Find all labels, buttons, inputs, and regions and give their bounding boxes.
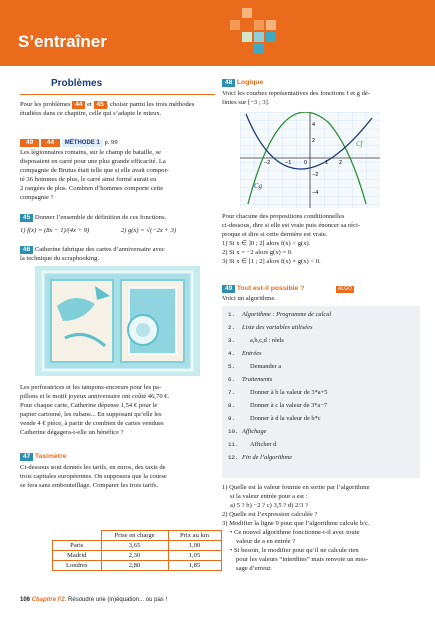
algo-line: 9. Donner à d la valeur de b*c	[228, 415, 321, 422]
table-row: Madrid 2,30 1,05	[53, 551, 222, 561]
page-header	[0, 0, 435, 66]
exercise-46-continued: Les perforatrices et les tampons-encreurs pour les pa- pillons et le motif joyeux anniversaire ont coûté 46,70 €. Pour chaque carte, Catherine dépense 1,54 € pour le papier cartonné, les rubans... En supposant qu’elle les vende 4 € pièce, à partir de combien de cartes vendues Catherine dégagera-t-elle un bénéfice ?	[20, 384, 170, 436]
x-tick: 0	[304, 160, 308, 166]
algo-line: 3. a,b,c,d : réels	[228, 337, 284, 344]
exercise-49-header: 49 Tout est-il possible ? ALGO	[222, 284, 422, 293]
curve-f-label: Cf	[356, 140, 363, 148]
x-tick: −1	[285, 160, 292, 166]
x-tick: −2	[264, 160, 271, 166]
exercise-49-questions: 1) Quelle est la valeur fournie en sortie par l’algorithme si la valeur entrée pour a est : a) 5 ? b) −2 ? c) 3,5 ? d) 2/3 ? 2) Quelle est l’expression calculée ? 3) Modifier la ligne 9 pour que l’algorithme calcule b/c. • Ce nouvel algorithme fonctionne-t-il avec toute valeur de a en entrée ? • Si besoin, le modifier pour qu’il ne calcule rien pour les valeurs “interdites” mais renvoie un mes- sage d’erreur.	[222, 484, 370, 572]
algo-line: 8. Donner à c la valeur de 3*a−7	[228, 402, 328, 409]
exercise-48-header: 48 Logique	[222, 78, 422, 87]
table-header-row: Prise en charge Prix au km	[53, 531, 222, 541]
table-row: Londres 2,80 1,85	[53, 561, 222, 571]
algorithm-box	[222, 306, 420, 478]
page-footer: 106 Chapitre F2. Résoudre une (in)équation... ou pas !	[20, 597, 168, 603]
method-link[interactable]: MÉTHODE 1	[62, 139, 103, 147]
algo-line: 2. Liste des variables utilisées	[228, 324, 313, 331]
exercise-45-functions: 1) f(x) = (8x − 1)/(4x + 9) 2) g(x) = √(−2x + 3)	[20, 227, 177, 234]
exercise-47-text: Ci-dessous sont donnés les tarifs, en euros, des taxis de trois capitales européennes. On supposera que la course se fera sans embouteillage. Comparer les trois tarifs.	[20, 464, 167, 489]
algo-line: 11. Afficher d	[228, 441, 277, 448]
x-tick: 2	[339, 160, 343, 166]
table-row: Paris 3,65 1,00	[53, 541, 222, 551]
function-graph	[240, 112, 380, 208]
page-title: S’entraîner	[18, 32, 107, 51]
exercise-45: 45 Donner l’ensemble de définition de ces fonctions.	[20, 213, 220, 222]
curve-g-label: Cg	[254, 182, 263, 190]
algo-line: 7. Donner à b la valeur de 3*a+5	[228, 389, 328, 396]
scrapbook-card-photo	[35, 266, 200, 376]
algo-line: 6. Traitements	[228, 376, 273, 383]
section-title: Problèmes	[51, 78, 103, 89]
algo-line: 4. Entrées	[228, 350, 262, 357]
exercise-44-header: 49 44 MÉTHODE 1 p. 99	[20, 138, 220, 147]
exercise-47-header: 47 Taximètre	[20, 452, 220, 461]
algo-line: 1. Algorithme : Programme de calcul	[228, 311, 332, 318]
algo-line: 5. Demander a	[228, 363, 282, 370]
exercise-46: 46 Catherine fabrique des cartes d’anniversaire avec la technique du scrapbooking.	[20, 246, 165, 262]
y-tick: 2	[312, 138, 316, 144]
exercise-48-instructions: Pour chacune des propositions conditionnelles ci-dessous, dire si elle est vraie puis énoncer sa réci- proque et dire si cette dernière est vraie. 1) Si x ∈ ]0 ; 2[ alors f(x) < g(x). 2) Si x = −2 alors g(x) = 0. 3) Si x ∈ [1 ; 2] alors f(x) × g(x) < 0.	[222, 213, 361, 265]
algo-line: 12. Fin de l’algorithme	[228, 454, 293, 461]
intro-text: Pour les problèmes 44 et 45 , choisir parmi les trois méthodes étudiées dans ce chapitre, celle qui s’adapte le mieux.	[20, 101, 195, 117]
x-tick: 1	[325, 160, 329, 166]
exercise-44-text: Les légionnaires romains, sur le champ de bataille, se disposaient en carré pour une plus grande efficacité. La compagnie de Brutus était telle que si elle avait compor- té 36 hommes de plus, le carré ainsi formé aurait eu 2 rangées de plus. Combien d’hommes comporte cette compagnie ?	[20, 149, 169, 201]
exercise-49-intro: Voici un algorithme.	[222, 295, 276, 302]
y-tick: 4	[312, 122, 316, 128]
algo-line: 10. Affichage	[228, 428, 267, 435]
y-tick: −4	[312, 190, 319, 196]
section-divider	[20, 94, 215, 95]
taxi-fares-table	[52, 530, 222, 571]
exercise-48-text: Voici les courbes représentatives des fonctions f et g dé- finies sur [−3 ; 3].	[222, 90, 371, 106]
y-tick: −2	[312, 172, 319, 178]
